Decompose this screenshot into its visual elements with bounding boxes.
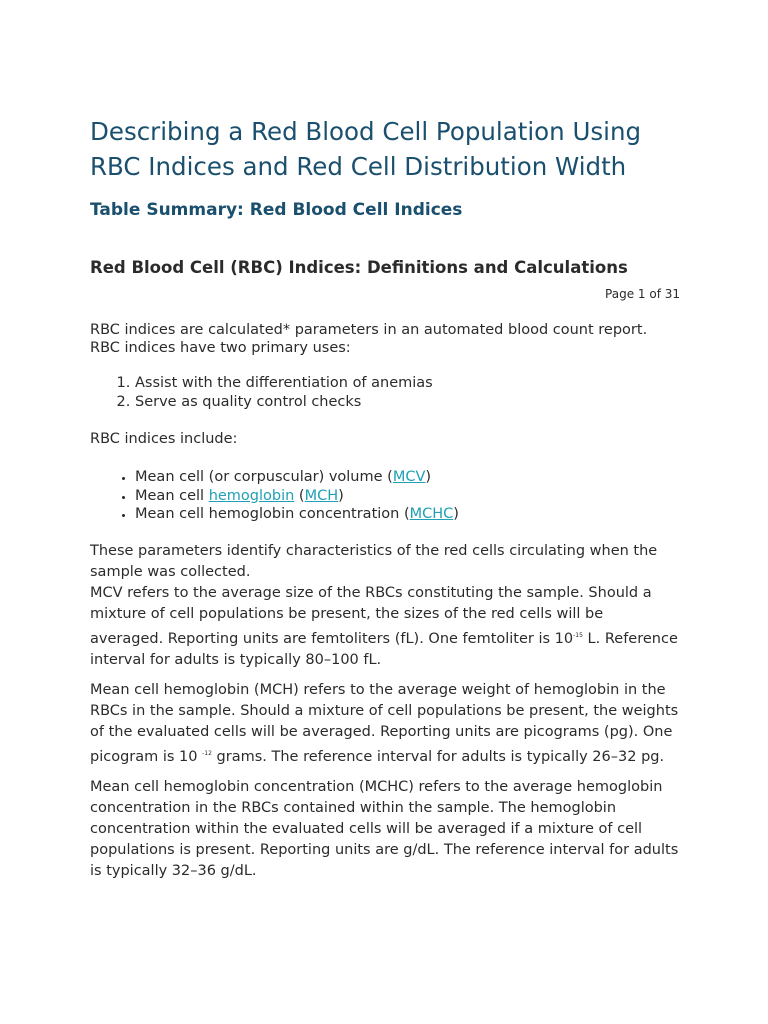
intro-paragraph <box>90 321 680 357</box>
document-subtitle: Table Summary: Red Blood Cell Indices <box>90 200 463 220</box>
mch-link[interactable]: MCH <box>304 487 339 504</box>
mchc-link[interactable]: MCHC <box>409 506 454 522</box>
mcv-text: MCV refers to the average size of the RBCs constituting the sample. Should a mixture of cell populations be present, the sizes of the red cells will be averaged. Reporting units are femtoliters (fL). One femtoliter is 10 <box>90 584 652 647</box>
mcv-paragraph <box>90 583 680 671</box>
page-number: Page 1 of 31 <box>605 287 680 301</box>
intro-line-2: RBC indices have two primary uses: <box>90 340 351 356</box>
mcv-text-end: L. Reference interval for adults is typically 80–100 fL. <box>90 630 678 668</box>
mchc-paragraph: Mean cell hemoglobin concentration (MCHC) refers to the average hemoglobin concentration in the RBCs contained within the sample. The hemoglobin concentration within the evaluated cells will be averaged if a mixture of cell populations is present. Reporting units are g/dL. The reference interval for adults is typically 32–36 g/dL. <box>90 778 679 879</box>
list-item: 1. Assist with the differentiation of anemias <box>135 374 680 393</box>
list-item-mch <box>135 487 680 506</box>
document-content <box>90 114 680 882</box>
mch-text: Mean cell hemoglobin (MCH) refers to the average weight of hemoglobin in the RBCs in the sample. Should a mixture of cell populations be present, the weights of the evaluated cells will be averaged. Reporting units are picograms (pg). One picogram is 10 <box>90 681 679 765</box>
item-text: ) <box>425 469 432 485</box>
list-item: 2. Serve as quality control checks <box>135 393 680 412</box>
parameters-paragraph: These parameters identify characteristics of the red cells circulating when the sample was collected. <box>90 542 658 580</box>
exponent: -12 <box>202 749 212 757</box>
item-text: Mean cell <box>135 487 209 504</box>
hemoglobin-link[interactable]: hemoglobin <box>208 487 295 504</box>
mch-paragraph <box>90 680 680 768</box>
item-text: Mean cell (or corpuscular) volume ( <box>135 469 393 485</box>
item-text: Mean cell hemoglobin concentration ( <box>135 506 410 522</box>
section-heading: Red Blood Cell (RBC) Indices: Definitions and Calculations <box>90 258 628 277</box>
item-text: ) <box>453 506 459 522</box>
item-text: ) <box>338 487 344 504</box>
list-item-mchc <box>135 505 680 524</box>
indices-include-label: RBC indices include: <box>90 431 238 447</box>
mch-text-end: grams. The reference interval for adults is typically 26–32 pg. <box>211 748 665 765</box>
uses-list <box>90 374 680 412</box>
mcv-link[interactable]: MCV <box>392 469 426 485</box>
indices-list <box>90 468 680 524</box>
list-item-mcv <box>135 468 680 487</box>
document-title: Describing a Red Blood Cell Population Using RBC Indices and Red Cell Distribution Width <box>90 117 642 181</box>
item-text: ( <box>294 487 305 504</box>
exponent: -15 <box>573 631 583 639</box>
intro-line-1: RBC indices are calculated* parameters in an automated blood count report. <box>90 322 648 338</box>
